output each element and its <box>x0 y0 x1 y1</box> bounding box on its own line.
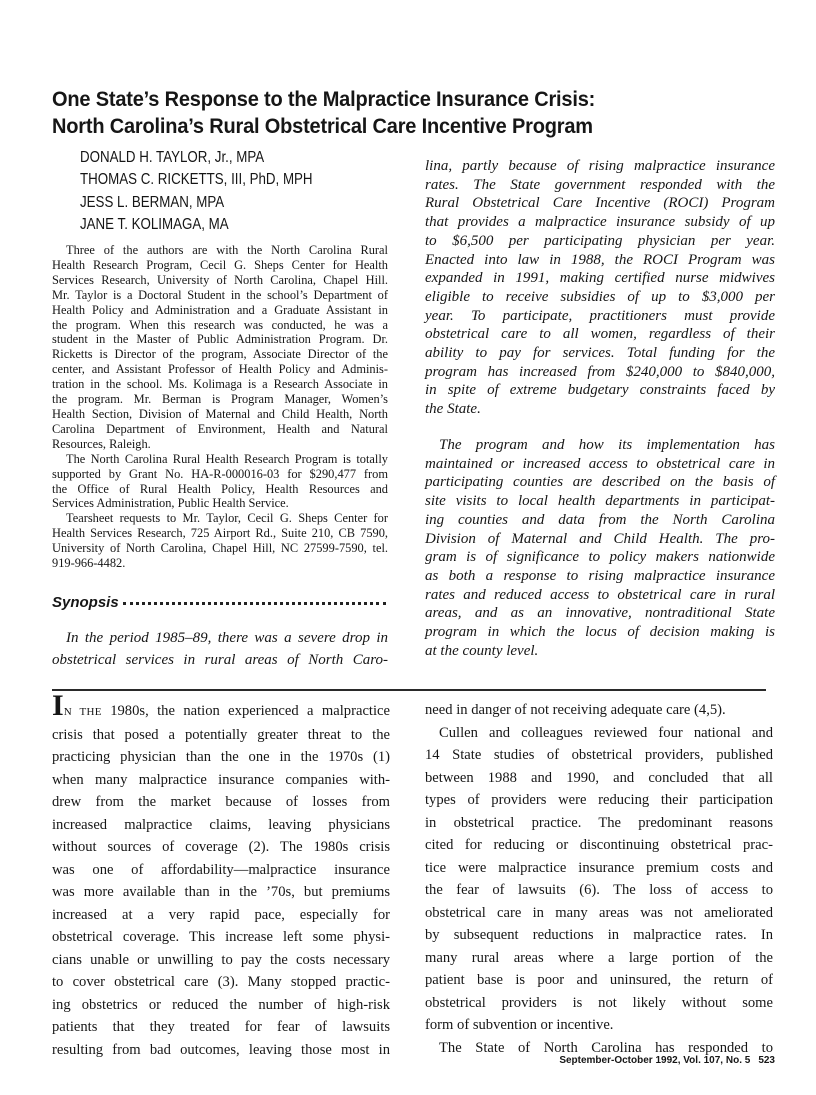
text-line: tration in the school. Ms. Kolimaga is a Research Associate in <box>52 377 388 392</box>
text-line: without sources of coverage (2). The 1980s crisis <box>52 839 390 855</box>
body-column-right <box>425 699 773 1059</box>
text-line: Rural Obstetrical Care Incentive (ROCI) Program <box>425 195 775 212</box>
text-line: maintained or increased access to obstetrical care in <box>425 455 775 472</box>
title-line-2: North Carolina’s Rural Obstetrical Care Incentive Program <box>52 114 593 138</box>
text-line: gram is of significance to policy makers nationwide <box>425 549 775 566</box>
text-line: increased malpractice claims, leaving physicians <box>52 816 390 833</box>
text-line: Services Administration, Public Health Service. <box>52 496 289 511</box>
drop-cap: I <box>52 689 64 722</box>
text-line: rates and reduced access to obstetrical care in rural <box>425 586 775 603</box>
page-footer <box>559 1055 775 1066</box>
text-line: the program. When this research was conducted, he was a <box>52 317 388 332</box>
text-line: Tearsheet requests to Mr. Taylor, Cecil G. Sheps Center for <box>66 511 388 526</box>
text-line: Ricketts is Director of the program, Associate Director of the <box>52 347 388 362</box>
text-line: student in the Master of Public Administration Program. Dr. <box>52 332 388 347</box>
synopsis-text-left <box>52 627 388 671</box>
text-line: many rural areas where a large portion of the <box>425 949 773 966</box>
text-line: supported by Grant No. HA-R-000016-03 for $290,477 from <box>52 466 388 481</box>
text-line: between 1988 and 1990, and concluded that all <box>425 769 773 786</box>
text-line: the program. Mr. Berman is Program Manager, Women’s <box>52 392 388 407</box>
text-line: expanded in 1991, making certified nurse midwives <box>425 270 775 287</box>
author-list <box>80 147 313 237</box>
synopsis-text-right-2 <box>425 436 775 660</box>
text-line: In the period 1985–89, there was a severe drop in <box>66 630 388 646</box>
text-line: was more available than in the ’70s, but premiums <box>52 884 390 900</box>
article-title <box>52 86 595 140</box>
text-line: when many malpractice insurance companies with- <box>52 771 390 788</box>
title-line-1: One State’s Response to the Malpractice Insurance Crisis: <box>52 87 596 111</box>
text-line: the Office of Rural Health Policy, Health Resources and <box>52 481 388 496</box>
author: DONALD H. TAYLOR, Jr., MPA <box>80 149 265 166</box>
text-line: University of North Carolina, Chapel Hill, NC 27599-7590, tel. <box>52 541 388 556</box>
text-line: drew from the market because of losses from <box>52 794 390 810</box>
text-line: Mr. Taylor is a Doctoral Student in the school’s Department of <box>52 287 388 302</box>
text-line: crisis that posed a potentially greater threat to the <box>52 726 390 743</box>
author: THOMAS C. RICKETTS, III, PhD, MPH <box>80 171 313 189</box>
text-line: cited for reducing or discontinuing obstetrical prac- <box>425 837 773 853</box>
text-line: The program and how its implementation has <box>439 437 775 453</box>
text-line: eligible to receive subsidies of up to $3,000 per <box>425 288 775 305</box>
text-line: Health Services Research, 725 Airport Rd., Suite 210, CB 7590, <box>52 526 388 541</box>
text-line: that provides a malpractice insurance subsidy of up <box>425 214 775 231</box>
text-line: participating counties are described on the basis of <box>425 474 775 491</box>
text-line: the State. <box>425 401 481 418</box>
dotted-leader <box>123 602 386 605</box>
small-caps-lead: N THE <box>63 706 102 718</box>
text-line: 14 State studies of obstetrical providers, published <box>425 747 773 763</box>
text-line: obstetrical services in rural areas of North Caro- <box>52 652 388 668</box>
text-line: Health Policy and Administration and a Graduate Assistant in <box>52 302 388 317</box>
text-line: increased at a very rapid pace, especially for <box>52 906 390 923</box>
text-line: need in danger of not receiving adequate care (4,5). <box>425 702 726 718</box>
text-line: ing obstetrics or reduced the number of high-risk <box>52 996 390 1013</box>
author: JANE T. KOLIMAGA, MA <box>80 216 229 234</box>
text-line: The North Carolina Rural Health Research Program is totally <box>66 451 388 466</box>
text-line: obstetrical providers is not likely without some <box>425 994 773 1011</box>
text-line: site visits to local health departments in participat- <box>425 493 775 510</box>
text-line: areas, and as an innovative, nontraditional State <box>425 605 775 622</box>
first-line-text: 1980s, the nation experienced a malpractice <box>101 703 390 719</box>
text-line: resulting from bad outcomes, leaving those most in <box>52 1041 390 1058</box>
synopsis-heading-label: Synopsis <box>52 594 119 611</box>
text-line: obstetrical care to all women, regardless of their <box>425 326 775 343</box>
text-line: the fear of lawsuits (6). The loss of access to <box>425 882 773 898</box>
text-line: program in which the locus of decision making is <box>425 624 775 641</box>
text-line: tice were malpractice insurance premium costs and <box>425 859 773 876</box>
author: JESS L. BERMAN, MPA <box>80 193 225 211</box>
text-line: practicing physician than the one in the 1970s (1) <box>52 749 390 765</box>
text-line: by subsequent reductions in malpractice rates. In <box>425 927 773 943</box>
text-line: Health Section, Division of Maternal and Child Health, North <box>52 406 388 421</box>
synopsis-heading <box>52 594 386 611</box>
text-line: obstetrical care in many areas was not ameliorated <box>425 904 773 921</box>
text-line: cians unable or unwilling to pay the costs necessary <box>52 951 390 968</box>
body-column-left <box>52 689 390 1061</box>
text-line: to cover obstetrical care (3). Many stopped practic- <box>52 974 390 990</box>
body-left-lines <box>52 724 390 1062</box>
text-line: Enacted into law in 1988, the ROCI Program was <box>425 251 775 268</box>
section-divider <box>52 689 766 691</box>
text-line: Health Research Program, Cecil G. Sheps Center for Health <box>52 257 388 272</box>
text-line: Cullen and colleagues reviewed four national and <box>439 724 773 741</box>
text-line: obstetrical coverage. This increase left some physi- <box>52 929 390 945</box>
text-line: 919-966-4482. <box>52 556 126 571</box>
text-line: in obstetrical practice. The predominant reasons <box>425 814 773 831</box>
text-line: patients that they treated for fear of lawsuits <box>52 1019 390 1035</box>
text-line: patient base is poor and uninsured, the return of <box>425 972 773 988</box>
text-line: lina, partly because of rising malpractice insurance <box>425 158 775 174</box>
text-line: rates. The State government responded with the <box>425 176 775 193</box>
synopsis-text-right-1 <box>425 157 775 419</box>
text-line: center, and Assistant Professor of Health Policy and Adminis- <box>52 362 388 377</box>
text-line: program has increased from $240,000 to $840,000, <box>425 363 775 380</box>
text-line: types of providers were reducing their participation <box>425 792 773 808</box>
text-line: ing counties and data from the North Carolina <box>425 511 775 528</box>
text-line: to $6,500 per participating physician per year. <box>425 232 775 249</box>
text-line: Division of Maternal and Child Health. The pro- <box>425 530 775 547</box>
text-line: ability to pay for services. Total funding for the <box>425 345 775 362</box>
text-line: at the county level. <box>425 642 539 659</box>
text-line: Three of the authors are with the North Carolina Rural <box>66 243 388 257</box>
text-line: Resources, Raleigh. <box>52 436 151 451</box>
text-line: Services Research, University of North Carolina, Chapel Hill. <box>52 272 388 287</box>
page-number: 523 <box>758 1055 775 1066</box>
author-affiliation-note <box>52 243 388 571</box>
text-line-first <box>52 689 390 724</box>
text-line: Carolina Department of Environment, Health and Natural <box>52 421 388 436</box>
text-line: was one of affordability—malpractice insurance <box>52 861 390 878</box>
text-line: The State of North Carolina has responded to <box>439 1039 773 1056</box>
text-line: as both a response to rising malpractice insurance <box>425 567 775 584</box>
journal-citation: September-October 1992, Vol. 107, No. 5 <box>559 1055 751 1066</box>
text-line: form of subvention or incentive. <box>425 1017 614 1033</box>
text-line: in spite of extreme budgetary constraints faced by <box>425 382 775 399</box>
text-line: year. To participate, practitioners must provide <box>425 307 775 324</box>
